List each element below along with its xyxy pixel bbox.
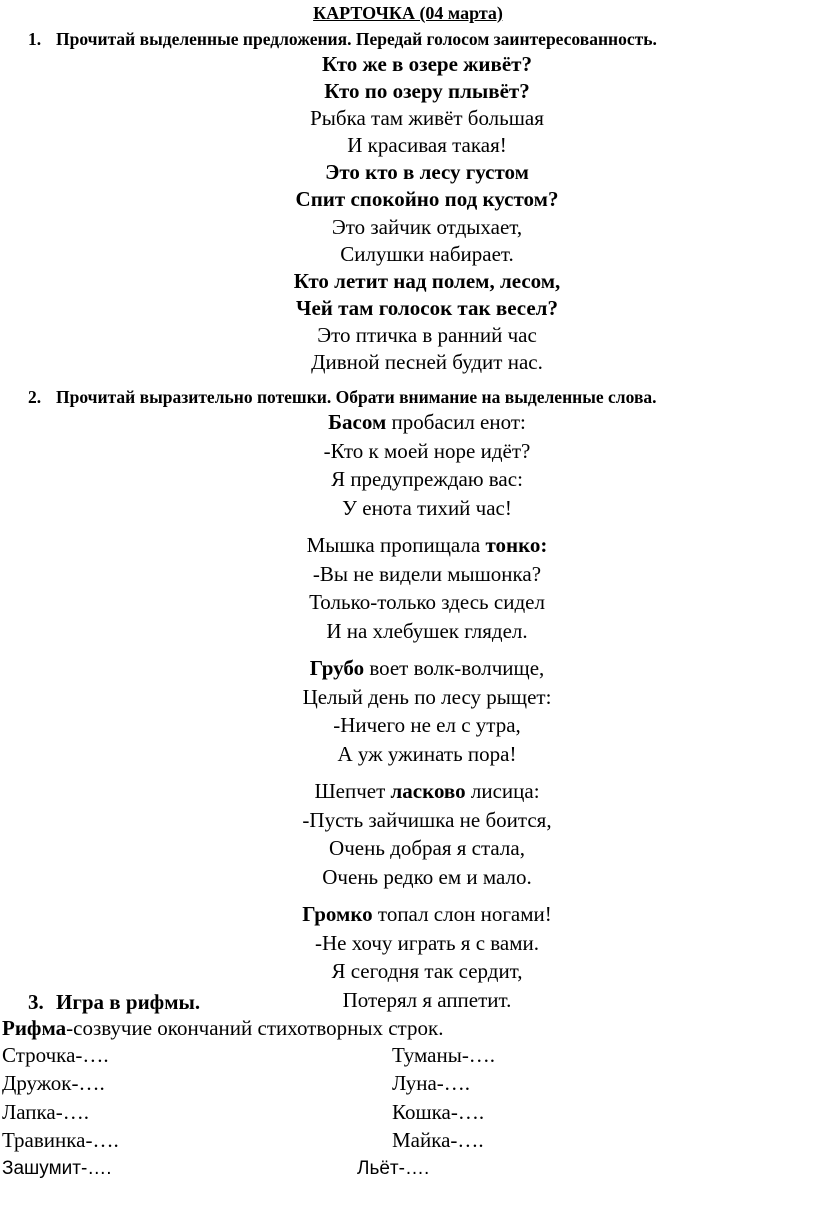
poem-1-line: Силушки набирает. [340, 241, 514, 266]
stanza-line [0, 531, 816, 560]
stanza-line: -Не хочу играть я с вами. [314, 930, 540, 955]
highlighted-word: Громко [302, 902, 373, 926]
stanza-line: А уж ужинать пора! [337, 741, 517, 766]
highlighted-line: Кто по озеру плывёт? [324, 79, 530, 104]
poem-1-line [0, 186, 816, 213]
highlighted-line: Кто же в озере живёт? [322, 52, 532, 76]
highlighted-word: тонко: [485, 533, 548, 557]
definition-term: Рифма [2, 1016, 67, 1040]
poem-1 [0, 51, 816, 376]
line-text: топал слон ногами! [372, 902, 552, 926]
rhyme-row [0, 1155, 816, 1183]
stanza-line [0, 408, 816, 437]
stanza-line: -Кто к моей норе идёт? [323, 438, 531, 463]
highlighted-line: Чей там голосок так весел? [296, 295, 558, 320]
task-2-text: Прочитай выразительно потешки. Обрати внимание на выделенные слова. [56, 387, 657, 407]
rhyme-word-left: Травинка-…. [2, 1128, 119, 1153]
rhyme-word-right: Туманы-…. [392, 1043, 496, 1067]
stanza-wolf [0, 654, 816, 768]
highlighted-line: Это кто в лесу густом [325, 160, 529, 185]
poem-1-line [0, 295, 816, 322]
stanza-line: Только-только здесь сидел [309, 590, 545, 614]
task-3-number: 3. [28, 990, 44, 1014]
rhyme-word-right: Льёт-…. [357, 1157, 430, 1179]
task-1-number: 1. [28, 29, 42, 49]
rhyme-list [0, 1041, 816, 1183]
stanza-line: -Вы не видели мышонка? [312, 561, 542, 586]
rhyme-word-left: Зашумит-…. [2, 1157, 112, 1179]
line-text: Мышка пропищала [306, 533, 486, 557]
stanza-line: Целый день по лесу рыщет: [302, 684, 552, 709]
task-3-text: Игра в рифмы. [56, 990, 201, 1014]
rhyme-row [0, 1098, 816, 1126]
rhyme-word-right: Луна-…. [392, 1071, 471, 1096]
poem-1-line [0, 268, 816, 295]
poem-1-line: Это зайчик отдыхает, [331, 214, 523, 239]
line-text: Шепчет [314, 779, 391, 803]
page-title: КАРТОЧКА (04 марта) [313, 3, 503, 23]
highlighted-word: Грубо [309, 656, 365, 680]
rhyme-word-left: Лапка-…. [2, 1099, 89, 1124]
highlighted-line: Кто летит над полем, лесом, [293, 268, 561, 293]
poem-1-line: Рыбка там живёт большая [310, 106, 544, 131]
poem-1-line: Это птичка в ранний час [317, 322, 537, 347]
stanza-line: Потерял я аппетит. [342, 987, 512, 1012]
rhyme-row [0, 1041, 816, 1069]
poem-1-line [0, 51, 816, 78]
task-1-text: Прочитай выделенные предложения. Передай голосом заинтересованность. [56, 29, 657, 49]
highlighted-word: ласково [390, 779, 466, 803]
stanza-line: Очень редко ем и мало. [322, 864, 532, 889]
stanza-line: Я предупреждаю вас: [331, 467, 523, 491]
line-text: воет волк-волчище, [364, 656, 545, 680]
task-3-heading [28, 989, 200, 1015]
task-2-instruction [28, 386, 657, 408]
rhyme-definition [2, 1014, 443, 1042]
highlighted-word: Басом [328, 410, 387, 434]
rhyme-word-right: Кошка-…. [392, 1099, 485, 1124]
stanza-line: Очень добрая я стала, [329, 836, 525, 860]
task-2-number: 2. [28, 387, 42, 407]
task-1-instruction [28, 28, 657, 50]
poem-1-line: Дивной песней будит нас. [311, 350, 543, 375]
stanza-raccoon [0, 408, 816, 522]
poem-1-line: И красивая такая! [347, 133, 507, 158]
line-text: пробасил енот: [386, 410, 526, 434]
stanza-line: -Ничего не ел с утра, [333, 713, 521, 737]
rhyme-word-right: Майка-…. [392, 1128, 484, 1153]
definition-text: -созвучие окончаний стихотворных строк. [66, 1016, 444, 1040]
stanza-line: -Пусть зайчишка не боится, [302, 807, 552, 832]
rhyme-word-left: Дружок-…. [2, 1071, 105, 1096]
line-text: лисица: [465, 779, 540, 803]
stanza-line: И на хлебушек глядел. [326, 618, 528, 643]
rhyme-word-left: Строчка-…. [2, 1043, 109, 1067]
stanza-line: У енота тихий час! [342, 495, 512, 520]
rhyme-row [0, 1069, 816, 1097]
stanza-fox [0, 777, 816, 891]
poem-1-line [0, 159, 816, 186]
poem-2 [0, 408, 816, 1023]
highlighted-line: Спит спокойно под кустом? [295, 187, 559, 212]
stanza-line [0, 654, 816, 683]
stanza-line: Я сегодня так сердит, [331, 959, 523, 983]
stanza-line [0, 777, 816, 806]
stanza-mouse [0, 531, 816, 645]
stanza-line [0, 900, 816, 929]
rhyme-row [0, 1126, 816, 1154]
poem-1-line [0, 78, 816, 105]
